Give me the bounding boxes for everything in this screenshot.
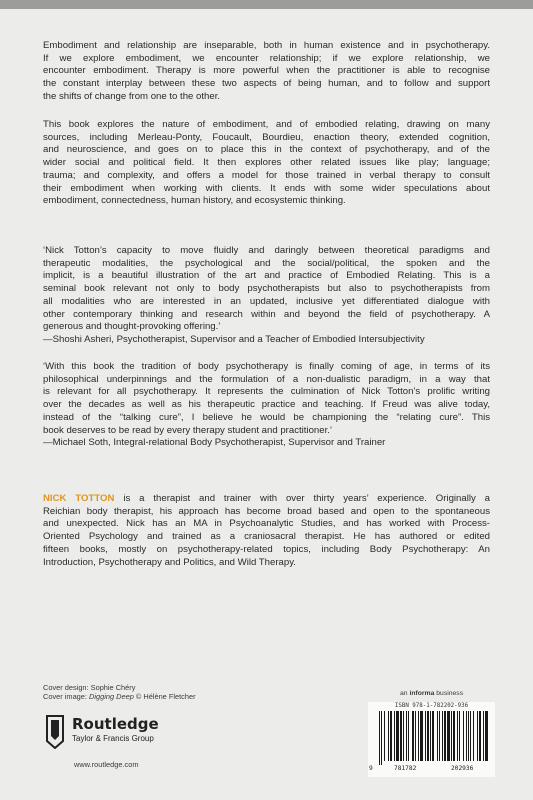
text-line: Introduction, Psychotherapy and Politics, and Wild Therapy. — [43, 556, 296, 568]
text-line: Reichian body therapist, his approach has become broad based and open to the spontaneous — [43, 505, 490, 517]
barcode-bar — [418, 711, 419, 761]
informa-word: informa — [409, 690, 435, 697]
cover-image-suffix: © Hélène Fletcher — [133, 692, 196, 701]
text-line: embodiment, connectedness, human history, and ecosystemic thinking. — [43, 195, 346, 207]
author-bio-first-line: is a therapist and trainer with over thirty years’ experience. Originally a — [114, 493, 491, 504]
barcode-bar — [442, 711, 443, 761]
text-line: therapeutic modalities, the psychological and the social/political, the spoken and the — [43, 257, 490, 269]
text-line: trauma; and complexity, and offers a model for those trained in verbal therapy to consult — [43, 169, 490, 181]
barcode-bar — [437, 711, 438, 761]
barcode-bar — [457, 711, 458, 761]
barcode-bar — [459, 711, 460, 761]
text-line — [43, 493, 490, 506]
barcode-digits-left: 9 — [369, 765, 373, 772]
text-line: Embodiment and relationship are inseparable, both in human existence and in psychotherapy. — [43, 40, 490, 51]
cover-design-credit: Cover design: Sophie Chéry — [43, 683, 136, 692]
barcode-bar — [470, 711, 471, 761]
text-line: is relevant for all psychotherapy. It represents the culmination of Nick Totton’s prolific writing — [43, 386, 490, 398]
text-line: sources, including Merleau-Ponty, Foucault, Bourdieu, enaction theory, extended cognition, — [43, 131, 490, 143]
isbn-barcode — [368, 702, 495, 777]
barcode-bar — [396, 711, 399, 761]
text-line: generous and thought-provoking offering.’ — [43, 321, 221, 333]
barcode-bar — [483, 711, 484, 761]
isbn-text: ISBN 978-1-782202-936 — [394, 703, 469, 709]
author-name: NICK TOTTON — [43, 493, 115, 504]
barcode-bar — [479, 711, 481, 761]
barcode-bar — [400, 711, 402, 761]
barcode-bar — [468, 711, 469, 761]
text-line: If we explore embodiment, we encounter relationship; if we explore relationship, we — [43, 52, 490, 64]
text-line: and unexpected. Nick has an MA in Psychoanalytic Studies, and has worked with Process- — [43, 518, 490, 530]
cover-image-credit — [43, 692, 196, 702]
publisher-logo-text — [72, 716, 159, 744]
barcode-bar — [420, 711, 423, 761]
barcode-bar — [473, 711, 474, 761]
barcode-bar — [447, 711, 450, 761]
informa-business-tag — [400, 689, 463, 699]
text-line: the shifts of change from one to the other. — [43, 90, 221, 102]
barcode-bar — [439, 711, 440, 761]
top-edge-bar — [0, 0, 533, 9]
text-line: philosophical underpinnings and the formulation of a non-dualistic paradigm, in a way that — [43, 373, 490, 385]
barcode-bar — [427, 711, 429, 761]
barcode-bar — [425, 711, 426, 761]
blurb-paragraph-1 — [43, 40, 490, 104]
endorsement-quote-1 — [43, 245, 490, 347]
barcode-bar — [444, 711, 446, 761]
text-line: Oriented Psychology and trained as a craniosacral therapist. He has authored or edited — [43, 531, 490, 543]
blurb-paragraph-2 — [43, 119, 490, 208]
publisher-url: www.routledge.com — [74, 760, 139, 769]
text-line: other contemporary thinking and research within and beyond the field of psychotherapy. A — [43, 308, 490, 320]
barcode-bar — [412, 711, 414, 761]
barcode-bar — [415, 711, 416, 761]
informa-prefix: an — [400, 690, 410, 697]
barcode-digits-mid: 781782 — [394, 765, 417, 772]
text-line: implicit, is a beautiful illustration of the art and practice of Embodied Relating. This is a — [43, 270, 490, 282]
text-line: ‘Nick Totton’s capacity to move fluidly and daringly between theoretical paradigms and — [43, 245, 490, 256]
text-line: the constant interplay between these two aspects of being human, and to follow and support — [43, 78, 490, 90]
barcode-bar — [477, 711, 478, 761]
endorsement-quote-2 — [43, 361, 490, 450]
text-line: their embodiment when working with clients. It ends with some wider speculations about — [43, 182, 490, 194]
barcode-bar — [432, 711, 434, 761]
cover-image-title: Digging Deep — [89, 692, 134, 701]
barcode-bar — [463, 711, 464, 761]
author-bio — [43, 493, 490, 569]
barcode-bar — [394, 711, 395, 761]
text-line: ‘With this book the tradition of body psychotherapy is finally coming of age, in terms of its — [43, 361, 490, 372]
barcode-bar — [406, 711, 407, 761]
publisher-name: Routledge — [72, 715, 159, 733]
text-line: seminal book relevant not only to body psychotherapists but also to psychotherapists from — [43, 283, 490, 295]
quote-attribution: —Michael Soth, Integral-relational Body Psychotherapist, Supervisor and Trainer — [43, 437, 386, 449]
barcode-digits-right: 202936 — [451, 765, 474, 772]
barcode-bar — [390, 711, 392, 761]
barcode-bars — [371, 711, 492, 765]
text-line: over the decades as well as his therapeutic practice and teaching. If Freud was alive today, — [43, 399, 490, 411]
barcode-bar — [408, 711, 409, 761]
barcode-bar — [451, 711, 452, 761]
text-line: wider social and political field. It then explores other related issues like play; language; — [43, 157, 490, 169]
quote-attribution: —Shoshi Asheri, Psychotherapist, Supervisor and a Teacher of Embodied Intersubjectivity — [43, 333, 425, 345]
barcode-bar — [430, 711, 431, 761]
text-line: encounter embodiment. Therapy is more powerful when the practitioner is able to recognise — [43, 65, 490, 77]
barcode-bar — [381, 711, 382, 765]
text-line: and neuroscience, and goes on to place this in the context of psychotherapy, and of the — [43, 144, 490, 156]
informa-suffix: business — [434, 690, 464, 697]
barcode-bar — [485, 711, 488, 761]
routledge-logo-icon — [44, 715, 66, 749]
barcode-bar — [453, 711, 455, 761]
text-line: This book explores the nature of embodiment, and of embodied relating, drawing on many — [43, 119, 490, 130]
text-line: all modalities who are interested in an updated, inclusive yet differentiated dialogue with — [43, 295, 490, 307]
cover-image-prefix: Cover image: — [43, 692, 90, 701]
barcode-bar — [403, 711, 404, 761]
text-line: instead of the “talking cure”, I believe he would be championing the “relating cure”. This — [43, 411, 490, 423]
barcode-bar — [466, 711, 467, 761]
barcode-bar — [384, 711, 385, 761]
text-line: fifteen books, mostly on psychotherapy-related topics, including Body Psychotherapy: An — [43, 543, 490, 555]
publisher-group: Taylor & Francis Group — [72, 734, 154, 743]
barcode-bar — [379, 711, 380, 765]
text-line: book deserves to be read by every therapy student and practitioner.’ — [43, 424, 333, 436]
barcode-bar — [388, 711, 389, 761]
